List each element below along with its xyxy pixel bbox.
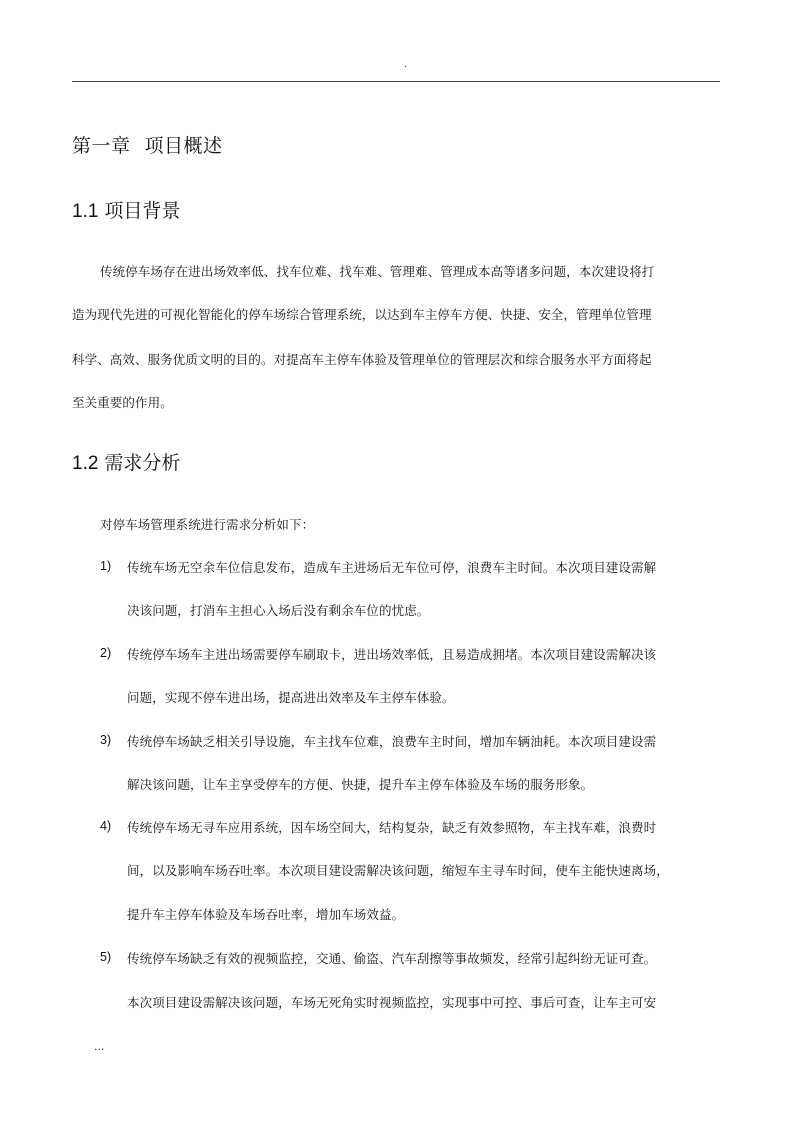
chapter-number: 第一章 xyxy=(72,135,131,157)
section-title: 项目背景 xyxy=(104,200,181,222)
list-item-line: 决该问题，打消车主担心入场后没有剩余车位的忧虑。 xyxy=(127,603,430,618)
section-number: 1.2 xyxy=(72,453,99,474)
list-item-line: 传统停车场无寻车应用系统，因车场空间大，结构复杂，缺乏有效参照物，车主找车难，浪费时 xyxy=(127,820,657,835)
paragraph-line: 造为现代先进的可视化智能化的停车场综合管理系统，以达到车主停车方便、快捷、安全，管理单位管理 xyxy=(72,307,652,322)
list-item-number: 1) xyxy=(100,559,112,573)
list-item-number: 4) xyxy=(100,819,112,833)
chapter-text: 项目概述 xyxy=(144,135,223,157)
paragraph-line: 科学、高效、服务优质文明的目的。对提高车主停车体验及管理单位的管理层次和综合服务水平方面将起 xyxy=(72,352,652,367)
section-number: 1.1 xyxy=(72,201,99,222)
list-item-line: 解决该问题，让车主享受停车的方便、快捷，提升车主停车体验及车场的服务形象。 xyxy=(127,777,594,792)
chapter-title xyxy=(72,133,223,159)
list-item-number: 5) xyxy=(100,950,112,964)
list-item-line: 本次项目建设需解决该问题，车场无死角实时视频监控，实现事中可控、事后可查，让车主可安 xyxy=(127,995,657,1010)
list-item-line: 问题，实现不停车进出场，提高进出效率及车主停车体验。 xyxy=(127,690,455,705)
requirements-intro: 对停车场管理系统进行需求分析如下： xyxy=(100,517,315,532)
header-mark: . xyxy=(404,59,408,70)
section-heading-background xyxy=(72,198,180,225)
list-item-line: 传统停车场缺乏有效的视频监控，交通、偷盗、汽车刮擦等事故频发，经常引起纠纷无证可查。 xyxy=(127,951,657,966)
list-item-line: 提升车主停车体验及车场吞吐率，增加车场效益。 xyxy=(127,907,405,922)
list-item-line: 间，以及影响车场吞吐率。本次项目建设需解决该问题，缩短车主寻车时间，使车主能快速离场， xyxy=(127,863,669,878)
header-rule xyxy=(72,81,720,82)
section-heading-requirements xyxy=(72,450,180,477)
list-item-line: 传统停车场缺乏相关引导设施，车主找车位难，浪费车主时间，增加车辆油耗。本次项目建设需 xyxy=(127,734,657,749)
list-item-line: 传统车场无空余车位信息发布，造成车主进场后无车位可停，浪费车主时间。本次项目建设需解 xyxy=(127,560,657,575)
footer-mark: ... xyxy=(94,1040,105,1053)
list-item-line: 传统停车场车主进出场需要停车刷取卡，进出场效率低，且易造成拥堵。本次项目建设需解决该 xyxy=(127,647,657,662)
paragraph-line: 至关重要的作用。 xyxy=(72,395,173,410)
list-item-number: 2) xyxy=(100,646,112,660)
list-item-number: 3) xyxy=(100,733,112,747)
section-title: 需求分析 xyxy=(104,452,181,474)
paragraph-line: 传统停车场存在进出场效率低、找车位难、找车难、管理难、管理成本高等诸多问题，本次建设将打 xyxy=(100,264,655,279)
